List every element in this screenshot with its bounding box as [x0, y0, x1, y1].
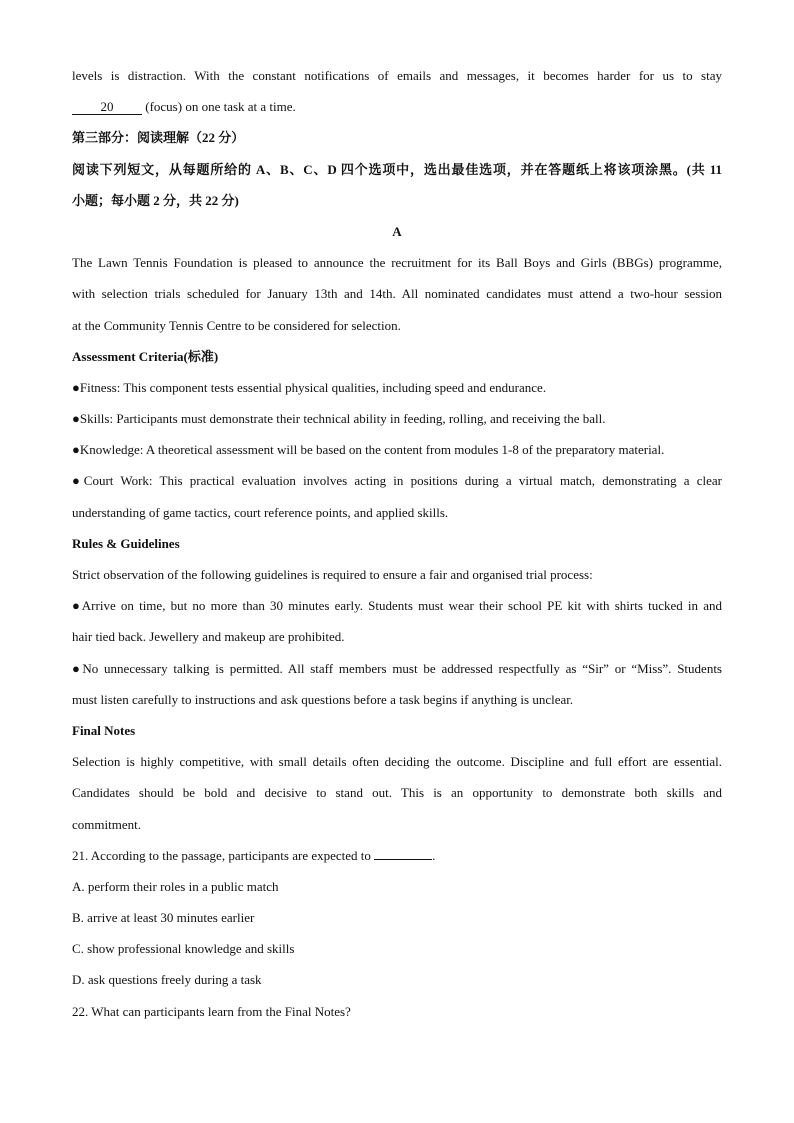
passage-para1-line3: at the Community Tennis Centre to be considered for selection. [72, 317, 401, 333]
criteria-court-work-line2: understanding of game tactics, court reference points, and applied skills. [72, 504, 449, 520]
rules-intro: Strict observation of the following guidelines is required to ensure a fair and organised trial process: [72, 567, 593, 582]
criteria-fitness: ●Fitness: This component tests essential physical qualities, including speed and endurance. [72, 379, 547, 395]
question-21-option-c: C. show professional knowledge and skills [72, 941, 295, 957]
intro-line-2-text: (focus) on one task at a time. [142, 99, 296, 115]
notes-line2: Candidates should be bold and decisive to stand out. This is an opportunity to demonstrate both skills and [72, 785, 722, 801]
blank-20: 20 [72, 100, 142, 115]
criteria-heading: Assessment Criteria(标准) [72, 348, 219, 364]
rule-2-line2: must listen carefully to instructions and ask questions before a task begins if anything is unclear. [72, 691, 574, 707]
intro-line-1: levels is distraction. With the constant notifications of emails and messages, it becomes harder for us to stay [72, 68, 722, 83]
question-22-stem: 22. What can participants learn from the Final Notes? [72, 1003, 351, 1019]
passage-para1-line1: The Lawn Tennis Foundation is pleased to announce the recruitment for its Ball Boys and Girls (BBGs) programme, [72, 255, 722, 271]
intro-line-2 [72, 91, 722, 122]
criteria-skills: ●Skills: Participants must demonstrate their technical ability in feeding, rolling, and receiving the ball. [72, 411, 606, 427]
rules-heading: Rules & Guidelines [72, 535, 180, 551]
question-21-option-b: B. arrive at least 30 minutes earlier [72, 910, 255, 926]
rule-1-line1: ●Arrive on time, but no more than 30 minutes early. Students must wear their school PE kit with shirts tucked in and [72, 598, 722, 614]
criteria-court-work-line1: ●Court Work: This practical evaluation involves acting in positions during a virtual match, demonstrating a clear [72, 473, 722, 489]
rule-1-line2: hair tied back. Jewellery and makeup are prohibited. [72, 629, 345, 645]
criteria-knowledge: ●Knowledge: A theoretical assessment will be based on the content from modules 1-8 of the preparatory material. [72, 442, 665, 458]
section-instruction-1: 阅读下列短文，从每题所给的 A、B、C、D 四个选项中，选出最佳选项，并在答题纸上将该项涂黑。(共 11 [72, 161, 722, 177]
notes-line3: commitment. [72, 816, 141, 832]
passage-label: A [392, 223, 402, 239]
question-21-stem [72, 840, 722, 871]
question-21-stem-text: 21. According to the passage, participants are expected to [72, 847, 375, 863]
document-page [72, 60, 722, 1027]
rule-2-line1: ●No unnecessary talking is permitted. All staff members must be addressed respectfully as “Sir” or “Miss”. Students [72, 660, 722, 676]
section-instruction-2: 小题；每小题 2 分，共 22 分) [72, 192, 239, 208]
notes-heading: Final Notes [72, 722, 136, 738]
question-21-blank [374, 847, 432, 860]
notes-line1: Selection is highly competitive, with small details often deciding the outcome. Discipline and full effort are essential. [72, 754, 722, 770]
question-21-option-d: D. ask questions freely during a task [72, 972, 262, 988]
question-21-stem-end: . [432, 847, 436, 863]
passage-para1-line2: with selection trials scheduled for January 13th and 14th. All nominated candidates must attend a two-hour session [72, 286, 722, 302]
section-heading: 第三部分：阅读理解（22 分） [72, 130, 245, 146]
question-21-option-a: A. perform their roles in a public match [72, 878, 279, 894]
